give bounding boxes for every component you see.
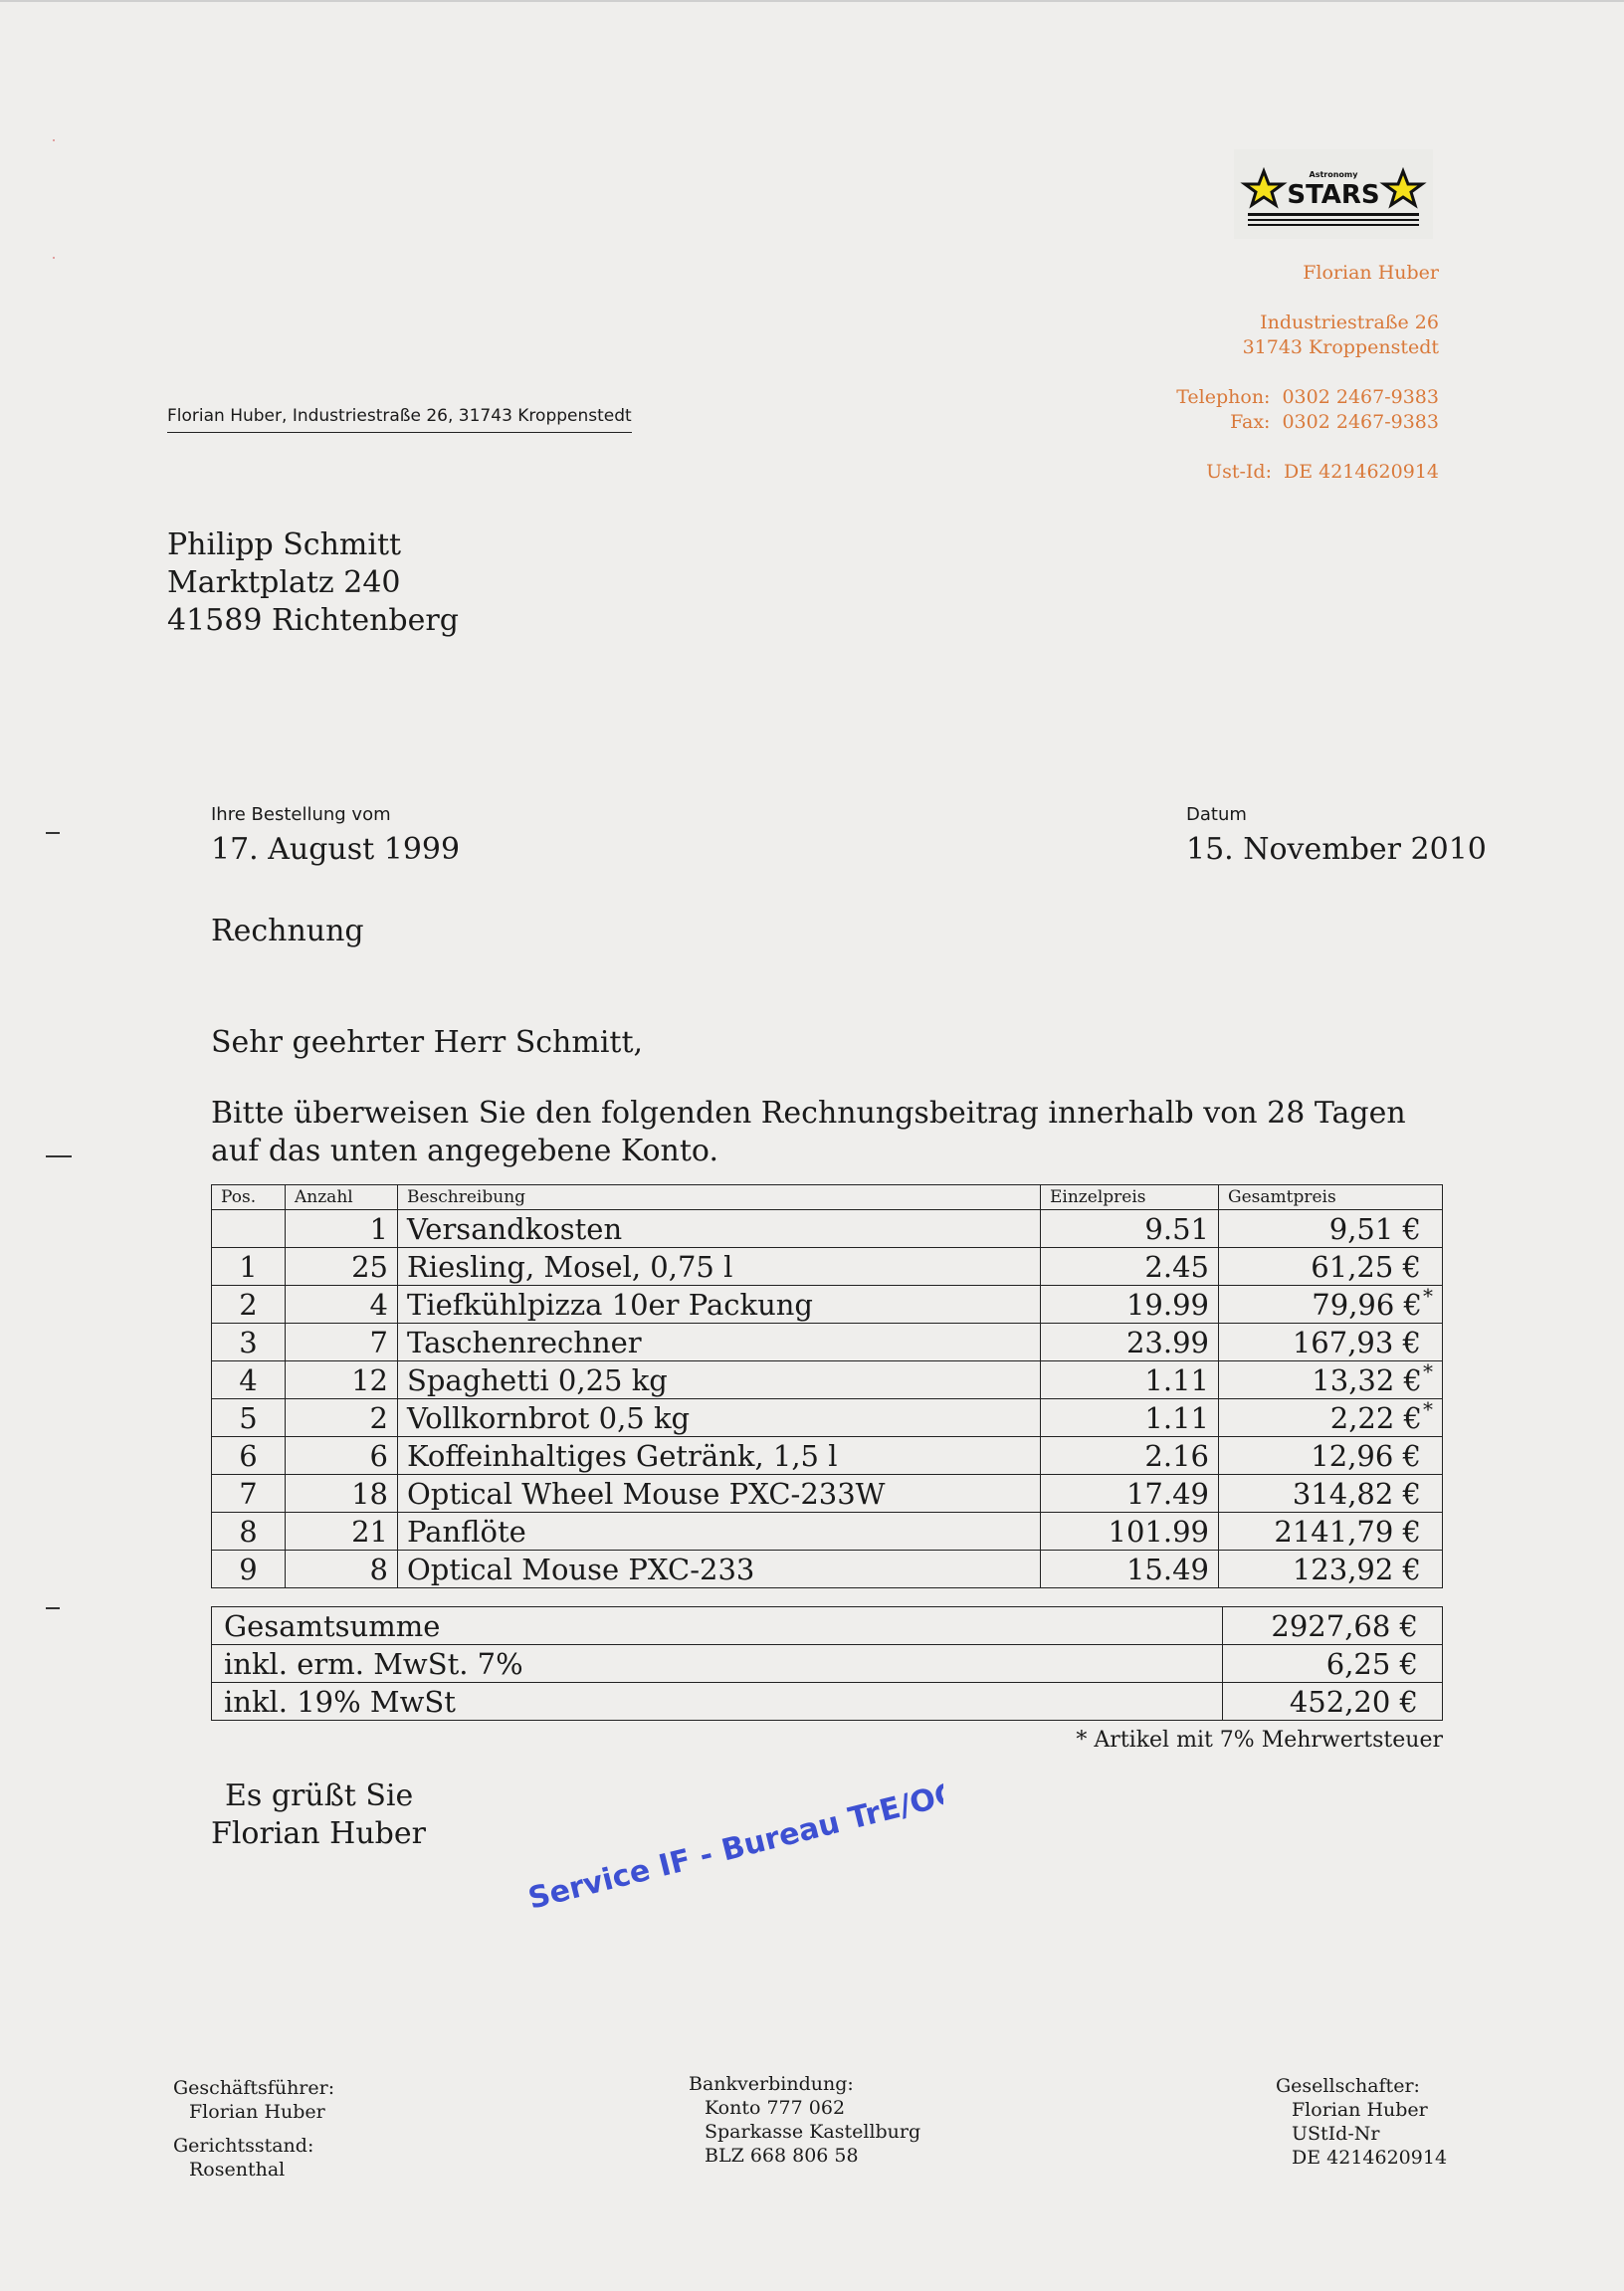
row-vat-marker: *: [1423, 1283, 1433, 1308]
logo-brand: STARS: [1287, 180, 1380, 210]
row-total-cell: [1219, 1248, 1443, 1286]
office-stamp: [525, 1760, 943, 1939]
fold-mark: [46, 1155, 72, 1157]
row-pos: 8: [212, 1513, 286, 1551]
company-logo: [1234, 149, 1433, 239]
header-total: Gesamtpreis: [1219, 1185, 1443, 1210]
row-total: 12,96 €: [1311, 1438, 1421, 1473]
vat7-label: inkl. erm. MwSt. 7%: [212, 1645, 1223, 1683]
table-row: [212, 1513, 1443, 1551]
totals-row: [212, 1683, 1443, 1721]
row-total-cell: [1219, 1513, 1443, 1551]
partner-label: Gesellschafter:: [1276, 2075, 1420, 2097]
items-table: [211, 1184, 1443, 1588]
row-pos: 9: [212, 1551, 286, 1588]
margin-tick: [53, 257, 55, 259]
row-total: 2,22 €: [1329, 1400, 1422, 1435]
recipient-city: 41589 Richtenberg: [167, 603, 459, 638]
row-total-cell: [1219, 1437, 1443, 1475]
salutation: Sehr geehrter Herr Schmitt,: [211, 1025, 644, 1060]
bank-code: BLZ 668 806 58: [705, 2145, 859, 2167]
row-vat-marker: *: [1423, 1358, 1433, 1383]
footer-left: [173, 2076, 334, 2182]
row-qty: 4: [286, 1286, 398, 1324]
table-row: [212, 1551, 1443, 1588]
fold-mark: [46, 832, 60, 834]
ceo-label: Geschäftsführer:: [173, 2077, 335, 2099]
row-unit: 19.99: [1041, 1286, 1219, 1324]
totals-table: [211, 1606, 1443, 1721]
total-label: Gesamtsumme: [212, 1607, 1223, 1645]
sender-line: Florian Huber, Industriestraße 26, 31743 Kroppenstedt: [167, 406, 632, 433]
row-unit: 1.11: [1041, 1361, 1219, 1399]
row-qty: 18: [286, 1475, 398, 1513]
table-row: [212, 1475, 1443, 1513]
row-qty: 7: [286, 1324, 398, 1361]
company-street: Industriestraße 26: [1260, 312, 1439, 333]
vat19-label: inkl. 19% MwSt: [212, 1683, 1223, 1721]
row-pos: 7: [212, 1475, 286, 1513]
closing: [211, 1777, 426, 1853]
row-total-cell: [1219, 1324, 1443, 1361]
row-desc: Vollkornbrot 0,5 kg: [398, 1399, 1041, 1437]
header-pos: Pos.: [212, 1185, 286, 1210]
row-desc: Optical Mouse PXC-233: [398, 1551, 1041, 1588]
table-row: [212, 1210, 1443, 1248]
row-desc: Tiefkühlpizza 10er Packung: [398, 1286, 1041, 1324]
fax-label: Fax:: [1230, 411, 1271, 433]
intro-text: Bitte überweisen Sie den folgenden Rechnungsbeitrag innerhalb von 28 Tagen auf das unten angegebene Konto.: [211, 1096, 1406, 1168]
row-total: 13,32 €: [1312, 1362, 1422, 1397]
table-row: [212, 1361, 1443, 1399]
totals-row: [212, 1607, 1443, 1645]
row-qty: 6: [286, 1437, 398, 1475]
table-row: [212, 1399, 1443, 1437]
row-pos: 6: [212, 1437, 286, 1475]
header-desc: Beschreibung: [398, 1185, 1041, 1210]
fax-number: 0302 2467-9383: [1282, 411, 1439, 433]
row-pos: 4: [212, 1361, 286, 1399]
stamp-text: Service IF - Bureau TrE/OGP: [525, 1770, 943, 1917]
row-total-cell: [1219, 1475, 1443, 1513]
row-pos: 2: [212, 1286, 286, 1324]
row-pos: 3: [212, 1324, 286, 1361]
row-desc: Spaghetti 0,25 kg: [398, 1361, 1041, 1399]
row-desc: Riesling, Mosel, 0,75 l: [398, 1248, 1041, 1286]
table-row: [212, 1324, 1443, 1361]
court-label: Gerichtsstand:: [173, 2135, 314, 2157]
row-desc: Taschenrechner: [398, 1324, 1041, 1361]
company-info: [1176, 261, 1439, 485]
row-unit: 2.16: [1041, 1437, 1219, 1475]
partner-name: Florian Huber: [1292, 2099, 1428, 2121]
row-unit: 23.99: [1041, 1324, 1219, 1361]
row-total: 123,92 €: [1292, 1552, 1421, 1586]
row-qty: 12: [286, 1361, 398, 1399]
fold-mark: [46, 1607, 60, 1609]
row-qty: 25: [286, 1248, 398, 1286]
footer-right: [1276, 2074, 1447, 2170]
recipient-address: [167, 526, 459, 640]
row-qty: 21: [286, 1513, 398, 1551]
recipient-street: Marktplatz 240: [167, 565, 401, 600]
logo-small-text: Astronomy: [1309, 170, 1358, 179]
row-qty: 2: [286, 1399, 398, 1437]
row-unit: 15.49: [1041, 1551, 1219, 1588]
date-value: 15. November 2010: [1186, 832, 1487, 867]
recipient-name: Philipp Schmitt: [167, 527, 402, 562]
row-desc: Panflöte: [398, 1513, 1041, 1551]
ustid-label: UStId-Nr: [1292, 2123, 1380, 2145]
footnote: * Artikel mit 7% Mehrwertsteuer: [1076, 1728, 1443, 1753]
row-total: 9,51 €: [1328, 1211, 1421, 1246]
row-unit: 2.45: [1041, 1248, 1219, 1286]
header-qty: Anzahl: [286, 1185, 398, 1210]
row-pos: 5: [212, 1399, 286, 1437]
phone-number: 0302 2467-9383: [1282, 386, 1439, 408]
closing-greeting: Es grüßt Sie: [225, 1778, 414, 1813]
top-border: [0, 0, 1624, 2]
order-label: Ihre Bestellung vom: [211, 804, 391, 825]
star-icon: [1384, 171, 1422, 205]
table-row: [212, 1286, 1443, 1324]
row-desc: Koffeinhaltiges Getränk, 1,5 l: [398, 1437, 1041, 1475]
court-value: Rosenthal: [189, 2159, 286, 2181]
row-total-cell: [1219, 1396, 1443, 1437]
row-total: 61,25 €: [1311, 1249, 1421, 1284]
phone-label: Telephon:: [1176, 386, 1271, 408]
star-icon: [1245, 171, 1283, 205]
row-vat-marker: *: [1423, 1396, 1433, 1421]
bank-name: Sparkasse Kastellburg: [705, 2121, 921, 2143]
row-desc: Versandkosten: [398, 1210, 1041, 1248]
ceo-name: Florian Huber: [189, 2101, 325, 2123]
row-unit: 1.11: [1041, 1399, 1219, 1437]
vat19-value: 452,20 €: [1289, 1684, 1418, 1719]
row-pos: [212, 1210, 286, 1248]
row-total: 314,82 €: [1292, 1476, 1421, 1511]
table-row: [212, 1437, 1443, 1475]
row-total: 2141,79 €: [1274, 1514, 1421, 1549]
date-label: Datum: [1186, 804, 1247, 825]
order-date: 17. August 1999: [211, 832, 461, 867]
row-unit: 9.51: [1041, 1210, 1219, 1248]
vat7-value: 6,25 €: [1325, 1646, 1418, 1681]
row-total-cell: [1219, 1358, 1443, 1399]
row-total-cell: [1219, 1283, 1443, 1324]
row-unit: 101.99: [1041, 1513, 1219, 1551]
row-pos: 1: [212, 1248, 286, 1286]
vat-number: DE 4214620914: [1283, 461, 1439, 483]
totals-row: [212, 1645, 1443, 1683]
row-total-cell: [1219, 1210, 1443, 1248]
total-value: 2927,68 €: [1271, 1608, 1418, 1643]
ustid-value: DE 4214620914: [1292, 2147, 1448, 2169]
company-name: Florian Huber: [1303, 262, 1439, 284]
vat-label: Ust-Id:: [1206, 461, 1272, 483]
row-unit: 17.49: [1041, 1475, 1219, 1513]
table-header-row: [212, 1185, 1443, 1210]
bank-account: Konto 777 062: [705, 2097, 846, 2119]
row-total: 167,93 €: [1292, 1325, 1421, 1359]
row-qty: 1: [286, 1210, 398, 1248]
row-qty: 8: [286, 1551, 398, 1588]
closing-signature: Florian Huber: [211, 1816, 426, 1851]
table-row: [212, 1248, 1443, 1286]
row-total-cell: [1219, 1551, 1443, 1588]
row-desc: Optical Wheel Mouse PXC-233W: [398, 1475, 1041, 1513]
header-unit: Einzelpreis: [1041, 1185, 1219, 1210]
row-total: 79,96 €: [1312, 1287, 1422, 1322]
company-city: 31743 Kroppenstedt: [1242, 336, 1439, 358]
bank-label: Bankverbindung:: [689, 2073, 854, 2095]
subject: Rechnung: [211, 914, 364, 948]
footer-bank: [689, 2072, 920, 2168]
margin-tick: [53, 139, 55, 141]
